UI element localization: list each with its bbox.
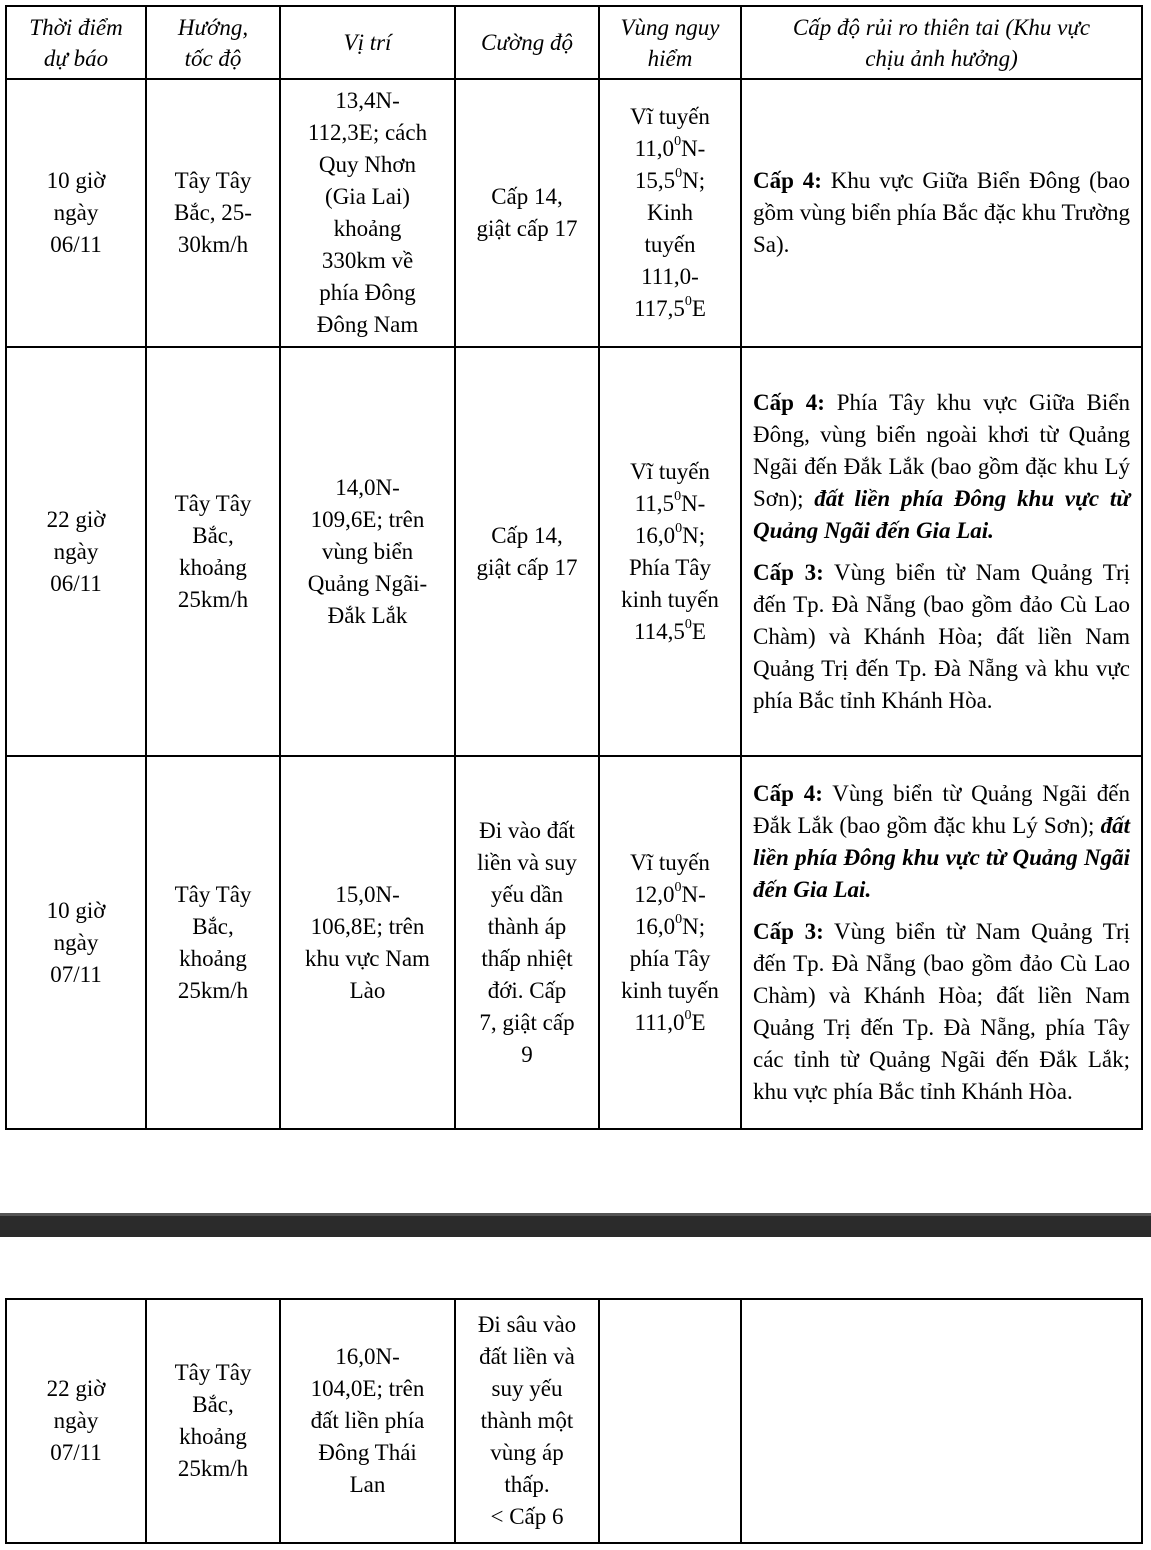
danger-zone-value: 11,5: [634, 490, 675, 516]
header-risk-level: Cấp độ rủi ro thiên tai (Khu vực chịu ảnh hưởng): [741, 6, 1142, 79]
danger-zone-line: [610, 520, 730, 552]
risk-area-emphasis: đất liền phía Đông khu vực từ Quảng Ngãi đến Gia Lai.: [753, 812, 1130, 902]
danger-zone-line: [610, 488, 730, 520]
danger-zone-line: [610, 975, 730, 1007]
cell-danger-zone: [599, 756, 741, 1129]
cell-line: đất liền và: [479, 1344, 575, 1369]
cell-line: ngày: [53, 929, 99, 955]
cell-danger-zone: [599, 347, 741, 756]
danger-zone-value: phía Tây: [629, 945, 711, 971]
cell-line: 104,0E; trên: [310, 1376, 425, 1401]
risk-paragraph: [753, 165, 1130, 261]
cell-time: [6, 347, 146, 756]
cell-line: 22 giờ: [46, 1376, 106, 1401]
cell-line: Đông Nam: [316, 312, 419, 337]
cell-line: Lan: [349, 1472, 386, 1497]
risk-paragraph: [753, 916, 1130, 1108]
cell-line: Bắc,: [192, 522, 234, 548]
danger-zone-value: 117,5: [634, 296, 685, 321]
danger-zone-value: Vĩ tuyến: [630, 104, 710, 129]
cell-line: Bắc, 25-: [174, 200, 252, 225]
cell-time: [6, 1299, 146, 1543]
cell-risk-level: [741, 79, 1142, 347]
danger-zone-line: [610, 197, 730, 229]
degree-mark: 0: [675, 166, 683, 182]
risk-level-label: Cấp 4:: [753, 389, 825, 415]
cell-line: 07/11: [50, 961, 102, 987]
cell-line: 15,0N-: [335, 881, 400, 907]
cell-direction: [146, 1299, 280, 1543]
cell-line: vùng biển: [321, 538, 414, 564]
danger-zone-unit: N-: [681, 490, 706, 516]
danger-zone-unit: E: [691, 296, 706, 321]
danger-zone-line: [610, 847, 730, 879]
risk-paragraph: [753, 387, 1130, 547]
risk-area-text: Vùng biển từ Nam Quảng Trị đến Tp. Đà Nẵng (bao gồm đảo Cù Lao Chàm) và Khánh Hòa; đất liền Nam Quảng Trị đến Tp. Đà Nẵng, phía Tây các tỉnh từ Quảng Ngãi đến Đắk Lắk; khu vực phía Bắc tỉnh Khánh Hòa.: [753, 918, 1130, 1104]
cell-line: 06/11: [50, 232, 102, 257]
danger-zone-unit: N-: [681, 136, 706, 161]
cell-line: Tây Tây: [174, 168, 252, 193]
cell-line: vùng áp: [490, 1440, 564, 1465]
table-row: [6, 347, 1142, 756]
cell-line: Quảng Ngãi-: [307, 570, 428, 596]
cell-line: Đông Thái: [318, 1440, 417, 1465]
cell-line: 14,0N-: [335, 474, 400, 500]
cell-line: Lào: [349, 977, 386, 1003]
cell-line: đới. Cấp: [487, 977, 567, 1003]
danger-zone-line: [610, 293, 730, 325]
danger-zone-line: [610, 943, 730, 975]
cell-line: 22 giờ: [46, 506, 106, 532]
danger-zone-line: [610, 879, 730, 911]
cell-line: khu vực Nam: [305, 945, 430, 971]
danger-zone-value: 12,0: [634, 881, 675, 907]
cell-line: 106,8E; trên: [310, 913, 425, 939]
cell-line: 10 giờ: [46, 168, 106, 193]
header-direction: Hướng, tốc độ: [146, 6, 280, 79]
danger-zone-unit: E: [691, 618, 706, 644]
cell-line: giật cấp 17: [476, 216, 578, 241]
cell-direction: [146, 756, 280, 1129]
cell-line: Tây Tây: [174, 881, 252, 907]
header-danger-zone: Vùng nguy hiểm: [599, 6, 741, 79]
cell-position: [280, 79, 455, 347]
danger-zone-value: 15,5: [634, 168, 676, 193]
cell-risk-level: [741, 1299, 1142, 1543]
cell-time: [6, 756, 146, 1129]
danger-zone-value: Vĩ tuyến: [630, 458, 710, 484]
cell-line: thấp.: [504, 1472, 550, 1497]
cell-intensity: [455, 1299, 599, 1543]
risk-level-label: Cấp 3:: [753, 918, 824, 944]
cell-line: (Gia Lai): [325, 184, 410, 209]
danger-zone-value: 111,0: [634, 1009, 685, 1035]
cell-line: 07/11: [50, 1440, 102, 1465]
danger-zone-value: Phía Tây: [629, 554, 711, 580]
risk-area-emphasis: đất liền phía Đông khu vực từ Quảng Ngãi đến Gia Lai.: [753, 485, 1130, 543]
danger-zone-value: kinh tuyến: [621, 586, 719, 612]
cell-line: yếu dần: [490, 881, 564, 907]
cell-position: [280, 1299, 455, 1543]
header-time: Thời điểm dự báo: [6, 6, 146, 79]
cell-intensity: [455, 79, 599, 347]
risk-area-text: Phía Tây khu vực Giữa Biển Đông, vùng biển ngoài khơi từ Quảng Ngãi đến Đắk Lắk (bao gồm đặc khu Lý Sơn);: [753, 389, 1130, 511]
cell-line: giật cấp 17: [476, 554, 578, 580]
cell-line: Tây Tây: [174, 490, 252, 516]
cell-line: Đi sâu vào: [477, 1312, 577, 1337]
danger-zone-line: [610, 616, 730, 648]
table-header-row: [6, 6, 1142, 79]
danger-zone-line: [610, 552, 730, 584]
risk-level-label: Cấp 4:: [753, 168, 822, 193]
table-row: [6, 1299, 1142, 1543]
danger-zone-value: kinh tuyến: [621, 977, 719, 1003]
danger-zone-line: [610, 165, 730, 197]
degree-mark: 0: [675, 911, 683, 927]
cell-line: đất liền phía: [310, 1408, 425, 1433]
cell-line: 06/11: [50, 570, 102, 596]
cell-line: 25km/h: [177, 1456, 249, 1481]
cell-line: Đắk Lắk: [327, 602, 408, 628]
cell-line: 25km/h: [177, 586, 249, 612]
risk-paragraph: [753, 557, 1130, 717]
forecast-table-continued: [5, 1298, 1143, 1544]
danger-zone-line: [610, 1007, 730, 1039]
cell-line: 25km/h: [177, 977, 249, 1003]
cell-line: 10 giờ: [46, 897, 106, 923]
cell-line: 109,6E; trên: [310, 506, 425, 532]
danger-zone-value: 11,0: [634, 136, 675, 161]
cell-line: 9: [521, 1041, 533, 1067]
danger-zone-unit: E: [691, 1009, 706, 1035]
danger-zone-value: 16,0: [634, 522, 676, 548]
danger-zone-line: [610, 101, 730, 133]
danger-zone-line: [610, 229, 730, 261]
cell-line: 30km/h: [177, 232, 249, 257]
cell-line: Đi vào đất: [479, 817, 575, 843]
danger-zone-value: 111,0-: [641, 264, 699, 289]
cell-line: Bắc,: [192, 1392, 234, 1417]
danger-zone-line: [610, 456, 730, 488]
degree-mark: 0: [674, 488, 682, 504]
cell-line: ngày: [53, 1408, 99, 1433]
cell-position: [280, 756, 455, 1129]
cell-line: thấp nhiệt: [481, 945, 573, 971]
table-row: [6, 756, 1142, 1129]
table-row: [6, 79, 1142, 347]
cell-direction: [146, 79, 280, 347]
danger-zone-value: Kinh: [647, 200, 693, 225]
cell-line: Bắc,: [192, 913, 234, 939]
cell-line: khoảng: [179, 554, 247, 580]
cell-line: khoảng: [333, 216, 402, 241]
danger-zone-line: [610, 911, 730, 943]
cell-position: [280, 347, 455, 756]
cell-line: < Cấp 6: [490, 1504, 564, 1529]
degree-mark: 0: [675, 520, 683, 536]
header-intensity: Cường độ: [455, 6, 599, 79]
forecast-table: [5, 5, 1143, 1130]
cell-line: suy yếu: [491, 1376, 563, 1401]
risk-area-text: Vùng biển từ Quảng Ngãi đến Đắk Lắk (bao gồm đặc khu Lý Sơn);: [753, 780, 1130, 838]
cell-line: thành áp: [487, 913, 567, 939]
cell-risk-level: [741, 756, 1142, 1129]
cell-line: khoảng: [179, 945, 247, 971]
degree-mark: 0: [684, 616, 692, 632]
cell-line: phía Đông: [319, 280, 416, 305]
danger-zone-value: Vĩ tuyến: [630, 849, 710, 875]
degree-mark: 0: [674, 879, 682, 895]
cell-line: khoảng: [179, 1424, 247, 1449]
danger-zone-value: tuyến: [644, 232, 696, 257]
cell-line: 16,0N-: [335, 1344, 400, 1369]
cell-danger-zone: [599, 79, 741, 347]
danger-zone-unit: N;: [682, 168, 706, 193]
header-position: Vị trí: [280, 6, 455, 79]
danger-zone-unit: N;: [682, 913, 706, 939]
cell-line: Cấp 14,: [491, 522, 563, 548]
cell-line: 112,3E; cách: [307, 120, 428, 145]
cell-line: Tây Tây: [174, 1360, 252, 1385]
cell-line: 330km về: [321, 248, 414, 273]
cell-intensity: [455, 347, 599, 756]
danger-zone-value: 114,5: [634, 618, 685, 644]
degree-mark: 0: [684, 294, 692, 310]
cell-line: ngày: [53, 538, 99, 564]
cell-line: Cấp 14,: [491, 184, 563, 209]
risk-paragraph: [753, 778, 1130, 906]
danger-zone-value: 16,0: [634, 913, 676, 939]
risk-level-label: Cấp 4:: [753, 780, 823, 806]
cell-intensity: [455, 756, 599, 1129]
degree-mark: 0: [684, 1007, 692, 1023]
page-divider: [0, 1213, 1151, 1237]
danger-zone-unit: N-: [681, 881, 706, 907]
danger-zone-line: [610, 584, 730, 616]
risk-level-label: Cấp 3:: [753, 559, 824, 585]
cell-line: ngày: [53, 200, 99, 225]
cell-line: Quy Nhơn: [318, 152, 417, 177]
risk-area-text: Vùng biển từ Nam Quảng Trị đến Tp. Đà Nẵng (bao gồm đảo Cù Lao Chàm) và Khánh Hòa; đất liền Nam Quảng Trị đến Tp. Đà Nẵng và khu vực phía Bắc tỉnh Khánh Hòa.: [753, 559, 1130, 713]
danger-zone-unit: N;: [682, 522, 706, 548]
danger-zone-line: [610, 133, 730, 165]
cell-risk-level: [741, 347, 1142, 756]
cell-time: [6, 79, 146, 347]
cell-danger-zone: [599, 1299, 741, 1543]
cell-line: 7, giật cấp: [479, 1009, 575, 1035]
risk-area-text: Khu vực Giữa Biển Đông (bao gồm vùng biển phía Bắc đặc khu Trường Sa).: [753, 168, 1130, 257]
danger-zone-line: [610, 261, 730, 293]
cell-direction: [146, 347, 280, 756]
cell-line: liền và suy: [477, 849, 577, 875]
cell-line: thành một: [480, 1408, 574, 1433]
cell-line: 13,4N-: [335, 88, 400, 113]
degree-mark: 0: [674, 134, 682, 150]
